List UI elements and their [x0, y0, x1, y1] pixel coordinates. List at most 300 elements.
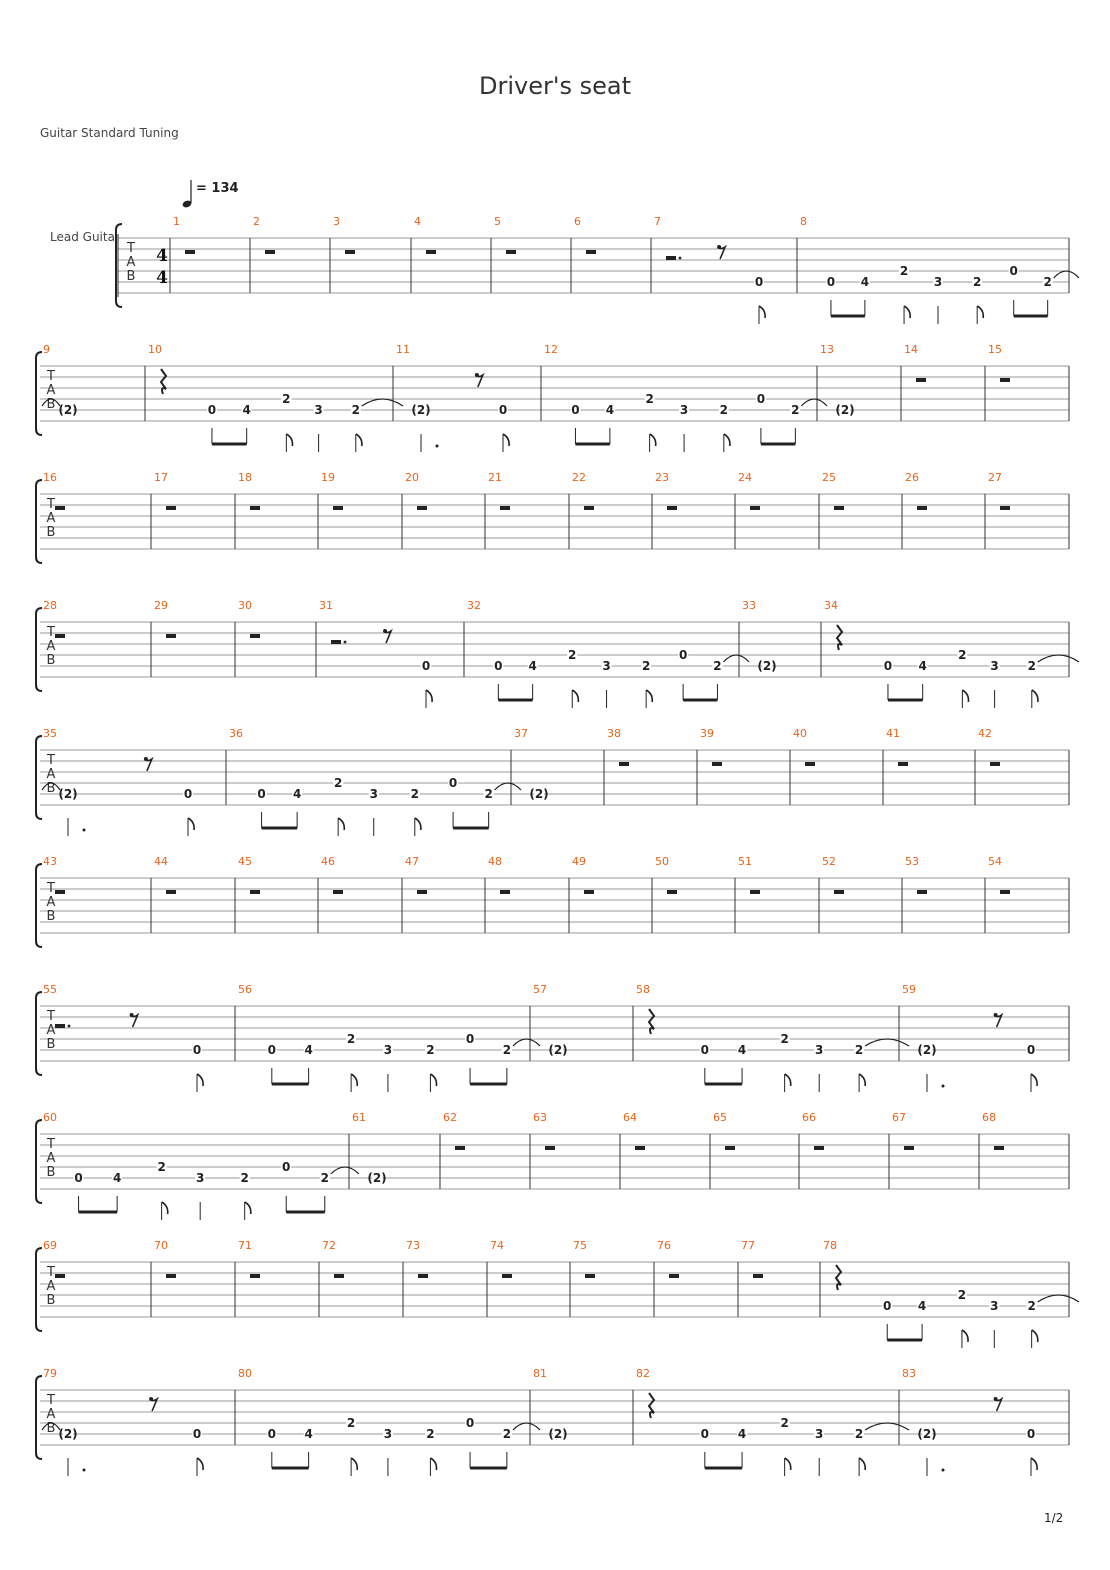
tab-clef: T [47, 1265, 55, 1280]
fret-number: 0 [700, 1043, 709, 1057]
fret-number: 2 [426, 1043, 435, 1057]
system-bracket [36, 1248, 42, 1331]
measure-number: 38 [607, 727, 621, 740]
fret-number: (2) [548, 1043, 568, 1057]
fret-number: 2 [1043, 275, 1052, 289]
measure-51 [738, 855, 760, 894]
measure-number: 45 [238, 855, 252, 868]
measure-73 [406, 1239, 428, 1278]
measure-number: 3 [333, 215, 340, 228]
eighth-flag [1032, 690, 1038, 702]
whole-rest-icon [333, 890, 343, 894]
fret-number: 3 [383, 1427, 393, 1441]
fret-number: 0 [754, 275, 764, 289]
tab-clef: B [46, 525, 56, 540]
fret-number: 2 [957, 1288, 967, 1302]
measure-80 [238, 1367, 540, 1476]
measure-10 [148, 343, 403, 452]
fret-number: 3 [679, 403, 689, 417]
measure-27 [988, 471, 1010, 510]
fret-number: 0 [267, 1043, 276, 1057]
quarter-rest-icon [161, 369, 166, 394]
dot [68, 1025, 71, 1028]
fret-number: 0 [421, 659, 431, 673]
eighth-flag [430, 1074, 436, 1086]
eighth-flag [572, 690, 578, 702]
whole-rest-icon [619, 762, 629, 766]
whole-rest-icon [418, 1274, 428, 1278]
eighth-flag [338, 818, 344, 830]
tab-clef: A [46, 1279, 56, 1294]
measure-21 [488, 471, 510, 510]
tab-clef: B [46, 653, 56, 668]
quarter-rest-icon [836, 1265, 841, 1290]
measure-number: 48 [488, 855, 502, 868]
measure-15 [988, 343, 1010, 382]
fret-number: 2 [568, 648, 577, 662]
dot [83, 829, 86, 832]
tie-arc [362, 399, 403, 406]
whole-rest-icon [55, 634, 65, 638]
eighth-flag [785, 1074, 791, 1086]
whole-rest-icon [712, 762, 722, 766]
quarter-rest-icon [649, 1393, 654, 1418]
measure-60 [43, 1111, 359, 1220]
whole-rest-icon [1000, 890, 1010, 894]
measure-number: 70 [154, 1239, 168, 1252]
eighth-flag [430, 1458, 436, 1470]
measure-number: 76 [657, 1239, 671, 1252]
fret-number: 0 [192, 1427, 202, 1441]
measure-number: 11 [396, 343, 410, 356]
measure-58 [636, 983, 909, 1092]
measure-67 [892, 1111, 914, 1150]
measure-number: 35 [43, 727, 57, 740]
fret-number: 0 [465, 1416, 475, 1430]
fret-number: (2) [58, 787, 78, 801]
fret-number: 2 [641, 659, 651, 673]
whole-rest-icon [805, 762, 815, 766]
fret-number: (2) [58, 403, 78, 417]
fret-number: 0 [883, 1299, 892, 1313]
fret-number: 0 [257, 787, 266, 801]
measure-number: 41 [886, 727, 900, 740]
fret-number: 2 [719, 403, 729, 417]
measure-number: 24 [738, 471, 752, 484]
whole-rest-icon [750, 890, 760, 894]
fret-number: 3 [990, 659, 999, 673]
fret-number: 0 [883, 659, 893, 673]
eighth-flag [356, 434, 362, 446]
whole-rest-icon [834, 506, 844, 510]
measure-34 [824, 599, 1079, 708]
fret-number: 4 [292, 787, 302, 801]
tab-clef: B [46, 1037, 56, 1052]
measure-63 [533, 1111, 555, 1150]
measure-1 [173, 215, 195, 254]
measure-number: 57 [533, 983, 547, 996]
measure-number: 63 [533, 1111, 547, 1124]
system-bracket [116, 224, 122, 307]
fret-number: 4 [304, 1427, 313, 1441]
eighth-flag [188, 818, 194, 830]
eighth-flag [650, 434, 656, 446]
measure-5 [494, 215, 516, 254]
measure-number: 36 [229, 727, 243, 740]
fret-number: 2 [958, 648, 967, 662]
fret-number: 4 [605, 403, 615, 417]
measure-number: 19 [321, 471, 335, 484]
fret-number: 2 [240, 1171, 249, 1185]
fret-number: 0 [207, 403, 217, 417]
staff-system [36, 1111, 1069, 1220]
measure-number: 82 [636, 1367, 650, 1380]
whole-rest-icon [502, 1274, 512, 1278]
fret-number: 0 [448, 776, 458, 790]
whole-rest-icon [265, 250, 275, 254]
tie-arc [513, 1039, 540, 1046]
measure-number: 30 [238, 599, 252, 612]
measure-23 [655, 471, 677, 510]
whole-rest-icon [904, 1146, 914, 1150]
whole-rest-icon [417, 506, 427, 510]
tab-clef: B [46, 1421, 56, 1436]
whole-rest-icon [55, 1274, 65, 1278]
measure-35 [42, 727, 194, 836]
measure-number: 4 [414, 215, 421, 228]
eighth-flag [426, 690, 432, 702]
whole-rest-icon [166, 634, 176, 638]
fret-number: 4 [917, 1299, 927, 1313]
tie-arc [331, 1167, 359, 1174]
fret-number: 0 [282, 1160, 291, 1174]
measure-number: 14 [904, 343, 918, 356]
tab-clef: B [46, 397, 56, 412]
fret-number: 0 [678, 648, 688, 662]
measure-number: 39 [700, 727, 714, 740]
measure-14 [904, 343, 926, 382]
eighth-flag [197, 1074, 203, 1086]
measure-number: 33 [742, 599, 756, 612]
measure-number: 22 [572, 471, 586, 484]
measure-7 [654, 215, 765, 324]
measure-number: 64 [623, 1111, 637, 1124]
eighth-flag [503, 434, 509, 446]
tab-clef: T [47, 497, 55, 512]
whole-rest-icon [750, 506, 760, 510]
fret-number: 4 [304, 1043, 313, 1057]
measure-39 [700, 727, 722, 766]
measure-24 [738, 471, 760, 510]
tab-clef: T [127, 241, 135, 256]
measure-number: 23 [655, 471, 669, 484]
fret-number: 2 [1027, 1299, 1036, 1313]
measure-18 [238, 471, 260, 510]
measure-81 [533, 1367, 568, 1441]
measure-number: 12 [544, 343, 558, 356]
eighth-flag [197, 1458, 203, 1470]
measure-number: 43 [43, 855, 57, 868]
fret-number: 2 [854, 1043, 864, 1057]
staff-system [36, 599, 1079, 708]
tempo-value: = 134 [196, 181, 239, 196]
whole-rest-icon [753, 1274, 763, 1278]
tab-clef: T [47, 1393, 55, 1408]
measure-number: 15 [988, 343, 1002, 356]
fret-number: 2 [410, 787, 419, 801]
measure-40 [793, 727, 815, 766]
measure-number: 51 [738, 855, 752, 868]
measure-number: 28 [43, 599, 57, 612]
whole-rest-icon [585, 1274, 595, 1278]
whole-rest-icon [417, 890, 427, 894]
whole-rest-icon [500, 890, 510, 894]
tie-arc [723, 655, 749, 662]
tie-arc [865, 1423, 909, 1430]
whole-rest-icon [545, 1146, 555, 1150]
measure-number: 50 [655, 855, 669, 868]
measure-22 [572, 471, 594, 510]
measure-66 [802, 1111, 824, 1150]
whole-rest-icon [917, 890, 927, 894]
measure-79 [42, 1367, 203, 1476]
measure-number: 17 [154, 471, 168, 484]
fret-number: 4 [860, 275, 870, 289]
dot [344, 641, 347, 644]
tab-clef: T [47, 881, 55, 896]
fret-number: 3 [815, 1427, 824, 1441]
measure-number: 74 [490, 1239, 504, 1252]
fret-number: 2 [854, 1427, 864, 1441]
tuning-label: Guitar Standard Tuning [40, 126, 179, 140]
measure-49 [572, 855, 594, 894]
fret-number: 2 [1027, 659, 1036, 673]
tab-clef: T [47, 1137, 55, 1152]
eighth-flag [1032, 1330, 1038, 1342]
fret-number: 2 [713, 659, 722, 673]
tab-clef: T [47, 369, 55, 384]
measure-47 [405, 855, 427, 894]
measure-59 [902, 983, 1037, 1092]
quarter-rest-icon [837, 625, 842, 650]
measure-71 [238, 1239, 260, 1278]
measure-68 [982, 1111, 1004, 1150]
measure-number: 55 [43, 983, 57, 996]
measure-number: 20 [405, 471, 419, 484]
tab-clef: T [47, 1009, 55, 1024]
measure-number: 60 [43, 1111, 57, 1124]
measure-number: 29 [154, 599, 168, 612]
eighth-flag [162, 1202, 168, 1214]
fret-number: 0 [1009, 264, 1018, 278]
whole-rest-icon [1000, 378, 1010, 382]
measure-50 [655, 855, 677, 894]
fret-number: 0 [183, 787, 193, 801]
whole-rest-icon [250, 506, 260, 510]
measure-25 [822, 471, 844, 510]
measure-33 [742, 599, 777, 673]
staff-system [36, 1367, 1069, 1476]
measure-number: 67 [892, 1111, 906, 1124]
fret-number: 3 [990, 1299, 999, 1313]
system-bracket [36, 352, 42, 435]
whole-rest-icon [506, 250, 516, 254]
whole-rest-icon [669, 1274, 679, 1278]
measure-4 [414, 215, 436, 254]
fret-number: (2) [757, 659, 777, 673]
whole-rest-icon [1000, 506, 1010, 510]
tab-clef: B [46, 909, 56, 924]
measure-number: 83 [902, 1367, 916, 1380]
whole-rest-icon [55, 890, 65, 894]
measure-55 [43, 983, 203, 1092]
tab-clef: A [46, 639, 56, 654]
time-signature: 4 [156, 268, 168, 288]
measure-12 [544, 343, 827, 452]
whole-rest-icon [994, 1146, 1004, 1150]
measure-75 [573, 1239, 595, 1278]
system-bracket [36, 864, 42, 947]
system-bracket [36, 1120, 42, 1203]
tab-clef: B [46, 781, 56, 796]
tie-arc [801, 399, 827, 406]
eighth-flag [904, 306, 910, 318]
fret-number: 0 [192, 1043, 202, 1057]
fret-number: 3 [196, 1171, 205, 1185]
eighth-flag [1031, 1074, 1037, 1086]
tab-clef: T [47, 753, 55, 768]
measure-36 [229, 727, 521, 836]
measure-37 [514, 727, 549, 801]
eighth-flag [351, 1074, 357, 1086]
eighth-flag [962, 1330, 968, 1342]
fret-number: 2 [645, 392, 654, 406]
fret-number: 4 [737, 1427, 747, 1441]
measure-number: 27 [988, 471, 1002, 484]
fret-number: 2 [320, 1171, 329, 1185]
tab-clef: A [126, 255, 136, 270]
measure-number: 31 [319, 599, 333, 612]
fret-number: 0 [756, 392, 766, 406]
measure-number: 80 [238, 1367, 252, 1380]
tab-clef: A [46, 895, 56, 910]
time-signature: 4 [156, 246, 168, 266]
measure-53 [905, 855, 927, 894]
fret-number: 3 [383, 1043, 393, 1057]
fret-number: 0 [571, 403, 580, 417]
fret-number: 0 [498, 403, 508, 417]
fret-number: (2) [917, 1427, 937, 1441]
tab-clef: A [46, 383, 56, 398]
dot [436, 445, 439, 448]
song-title: Driver's seat [479, 72, 631, 100]
dot [83, 1469, 86, 1472]
measure-78 [823, 1239, 1079, 1348]
tab-clef: A [46, 1151, 56, 1166]
fret-number: 0 [1026, 1427, 1036, 1441]
fret-number: 3 [933, 275, 943, 289]
whole-rest-icon [667, 506, 677, 510]
half-rest-icon [331, 640, 341, 644]
eighth-flag [859, 1074, 865, 1086]
whole-rest-icon [55, 506, 65, 510]
measure-number: 37 [514, 727, 528, 740]
whole-rest-icon [635, 1146, 645, 1150]
eighth-flag [1031, 1458, 1037, 1470]
whole-rest-icon [584, 506, 594, 510]
measure-number: 6 [574, 215, 581, 228]
tab-clef: A [46, 511, 56, 526]
system-bracket [36, 992, 42, 1075]
fret-number: 2 [346, 1032, 356, 1046]
measure-70 [154, 1239, 176, 1278]
measure-6 [574, 215, 596, 254]
fret-number: 0 [74, 1171, 83, 1185]
dot [679, 257, 682, 260]
fret-number: (2) [548, 1427, 568, 1441]
measure-number: 44 [154, 855, 168, 868]
fret-number: 4 [737, 1043, 747, 1057]
measure-82 [636, 1367, 909, 1476]
fret-number: 2 [502, 1043, 512, 1057]
measure-number: 53 [905, 855, 919, 868]
tie-arc [1038, 655, 1079, 662]
measure-number: 68 [982, 1111, 996, 1124]
fret-number: 2 [346, 1416, 356, 1430]
measure-number: 8 [800, 215, 807, 228]
system-bracket [36, 480, 42, 563]
whole-rest-icon [426, 250, 436, 254]
whole-rest-icon [725, 1146, 735, 1150]
whole-rest-icon [185, 250, 195, 254]
half-rest-icon [666, 256, 676, 260]
quarter-rest-icon [649, 1009, 654, 1034]
tie-arc [513, 1423, 540, 1430]
measure-number: 81 [533, 1367, 547, 1380]
half-rest-icon [55, 1024, 65, 1028]
measure-11 [396, 343, 509, 452]
fret-number: 2 [972, 275, 982, 289]
fret-number: 3 [602, 659, 611, 673]
fret-number: 0 [826, 275, 836, 289]
fret-number: 0 [1026, 1043, 1036, 1057]
measure-54 [988, 855, 1010, 894]
fret-number: (2) [917, 1043, 937, 1057]
measure-74 [490, 1239, 512, 1278]
measure-3 [333, 215, 355, 254]
measure-number: 66 [802, 1111, 816, 1124]
tab-clef: B [46, 1293, 56, 1308]
measure-number: 16 [43, 471, 57, 484]
staff-system [36, 727, 1069, 836]
fret-number: 0 [267, 1427, 276, 1441]
tie-arc [1054, 271, 1079, 278]
tab-clef: B [126, 269, 136, 284]
measure-number: 78 [823, 1239, 837, 1252]
whole-rest-icon [916, 378, 926, 382]
measure-number: 52 [822, 855, 836, 868]
fret-number: 4 [112, 1171, 122, 1185]
measure-number: 72 [322, 1239, 336, 1252]
whole-rest-icon [250, 634, 260, 638]
measure-number: 56 [238, 983, 252, 996]
eighth-flag [351, 1458, 357, 1470]
measure-number: 79 [43, 1367, 57, 1380]
measure-number: 40 [793, 727, 807, 740]
measure-number: 46 [321, 855, 335, 868]
measure-number: 71 [238, 1239, 252, 1252]
measure-number: 75 [573, 1239, 587, 1252]
